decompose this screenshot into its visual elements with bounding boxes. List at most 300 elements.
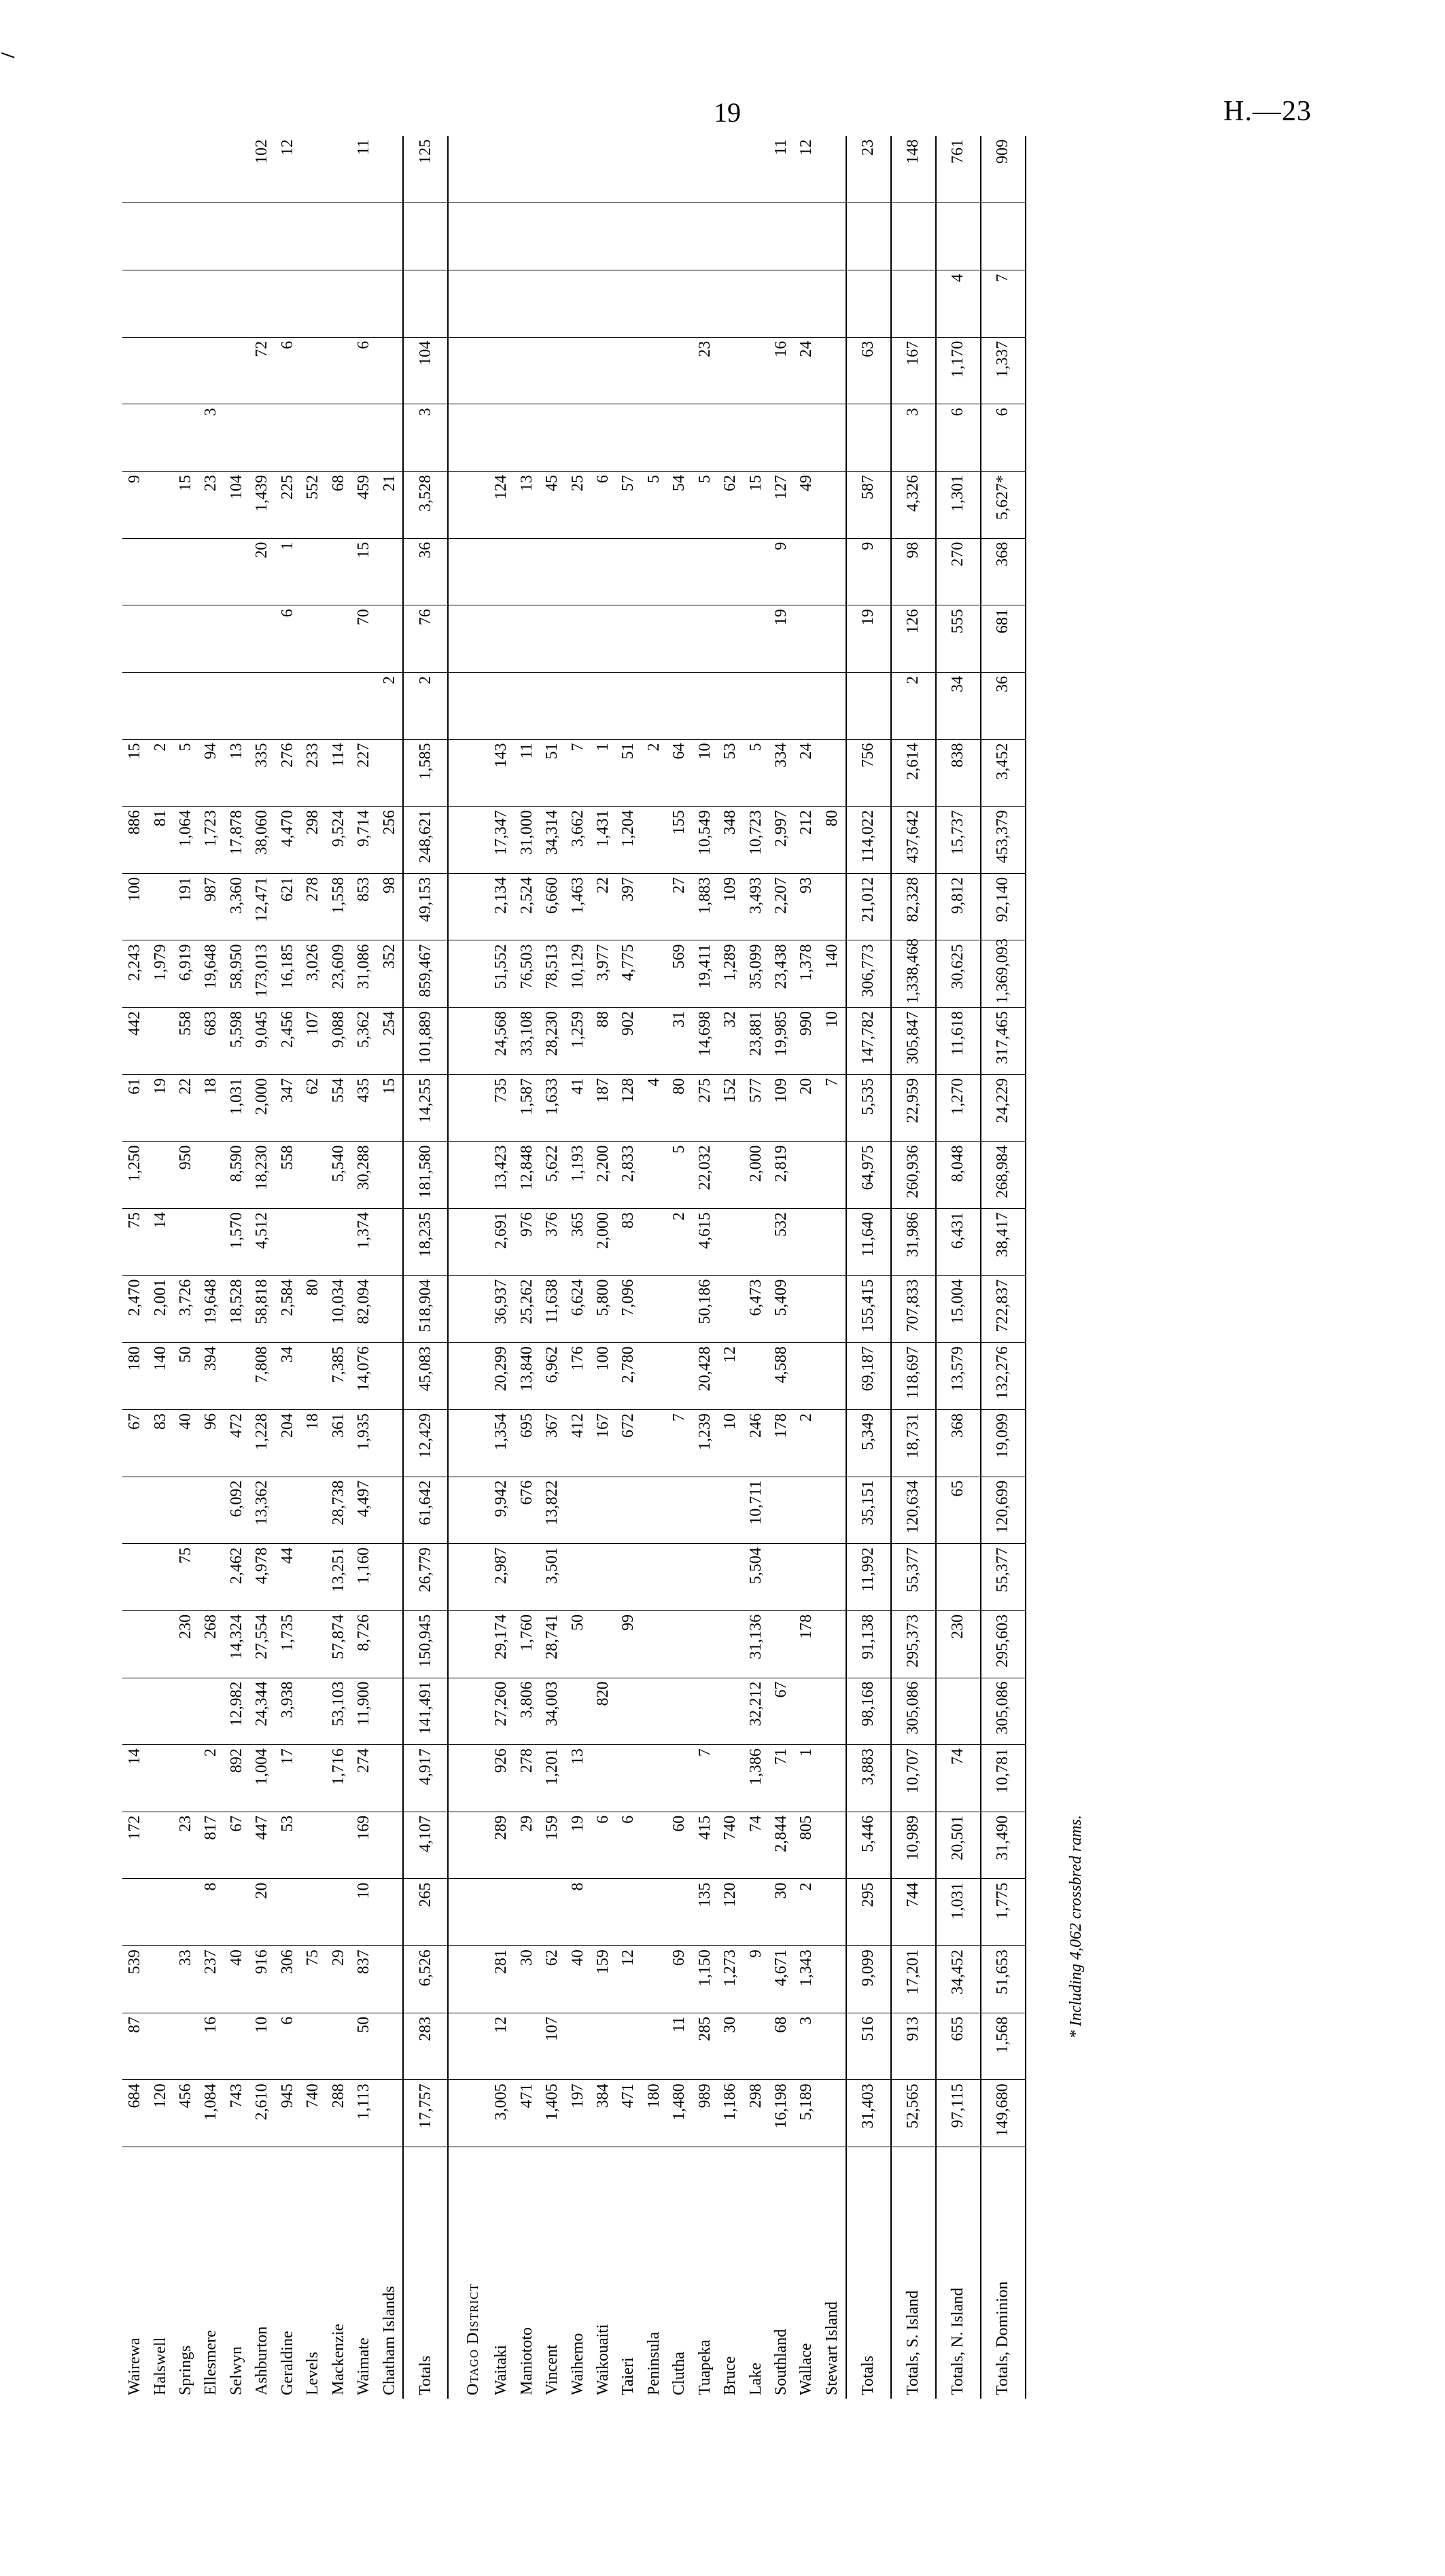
table-cell: 67 — [769, 1678, 794, 1745]
table-cell — [667, 136, 692, 203]
table-cell: 1,883 — [693, 873, 718, 940]
table-cell: 64,975 — [846, 1142, 891, 1209]
table-cell — [224, 337, 249, 404]
table-cell: 50,186 — [693, 1275, 718, 1343]
table-cell — [147, 873, 173, 940]
table-cell — [642, 873, 667, 940]
table-cell: 75 — [122, 1209, 147, 1276]
table-row — [540, 136, 565, 2399]
table-cell: 1 — [591, 739, 616, 807]
table-cell: 3,452 — [981, 739, 1026, 807]
table-cell — [820, 672, 846, 739]
table-cell: 97,115 — [936, 2080, 981, 2147]
table-cell: 740 — [300, 2080, 326, 2147]
table-cell: 57,874 — [326, 1610, 351, 1678]
table-cell: 19 — [565, 1812, 590, 1879]
table-cell — [794, 605, 819, 673]
table-cell: 19 — [769, 605, 794, 673]
totals-row — [846, 136, 891, 2399]
table-cell: 17 — [275, 1745, 300, 1812]
table-row — [326, 136, 351, 2399]
table-cell — [377, 136, 403, 203]
table-cell: 2 — [667, 1209, 692, 1276]
table-cell: 695 — [515, 1409, 540, 1477]
table-cell: 10,781 — [981, 1745, 1026, 1812]
table-cell: 7,096 — [616, 1275, 641, 1343]
row-label-text: Totals — [859, 2355, 877, 2395]
table-cell: 10,711 — [743, 1477, 768, 1544]
table-cell: 587 — [846, 471, 891, 538]
table-cell: 532 — [769, 1209, 794, 1276]
table-cell: 298 — [300, 807, 326, 874]
table-row — [642, 136, 667, 2399]
table-cell: 248,621 — [403, 807, 448, 874]
table-cell: 27,260 — [489, 1678, 514, 1745]
table-cell — [198, 538, 224, 605]
table-cell: 516 — [846, 2013, 891, 2080]
table-cell: 51,653 — [981, 1946, 1026, 2013]
table-row — [249, 136, 275, 2399]
table-cell: 120 — [718, 1879, 743, 1946]
table-cell: 2 — [794, 1409, 819, 1477]
table-cell: 63 — [846, 337, 891, 404]
table-cell: 12 — [794, 136, 819, 203]
table-cell — [616, 203, 641, 270]
table-cell: 23 — [846, 136, 891, 203]
table-cell: 6 — [591, 1812, 616, 1879]
table-row — [820, 136, 846, 2399]
table-cell — [936, 203, 981, 270]
table-cell: 394 — [198, 1343, 224, 1410]
table-cell — [147, 672, 173, 739]
table-cell — [198, 1544, 224, 1611]
table-cell: 1,160 — [351, 1544, 377, 1611]
table-cell: 127 — [769, 471, 794, 538]
table-cell: 2,691 — [489, 1209, 514, 1276]
table-cell: 53 — [718, 739, 743, 807]
table-cell: 3,977 — [591, 940, 616, 1008]
table-cell: 1 — [794, 1745, 819, 1812]
table-cell: 30,625 — [936, 940, 981, 1008]
table-cell — [377, 1946, 403, 2013]
table-cell — [667, 337, 692, 404]
table-cell — [718, 1209, 743, 1276]
table-cell: 98 — [891, 538, 936, 605]
table-row — [122, 136, 147, 2399]
table-cell — [667, 1544, 692, 1611]
table-cell: 1,585 — [403, 739, 448, 807]
table-cell — [642, 1610, 667, 1678]
table-cell: 1,250 — [122, 1142, 147, 1209]
table-cell — [693, 270, 718, 338]
row-label — [448, 2147, 489, 2399]
table-cell — [300, 270, 326, 338]
table-cell — [820, 1745, 846, 1812]
table-cell — [249, 203, 275, 270]
table-cell — [224, 2013, 249, 2080]
row-label — [275, 2147, 300, 2399]
table-cell: 27 — [667, 873, 692, 940]
table-cell: 376 — [540, 1209, 565, 1276]
table-cell — [300, 538, 326, 605]
table-cell — [743, 1879, 768, 1946]
table-cell: 437,642 — [891, 807, 936, 874]
table-cell: 335 — [249, 739, 275, 807]
table-cell: 10,723 — [743, 807, 768, 874]
table-cell: 98 — [377, 873, 403, 940]
table-cell: 976 — [515, 1209, 540, 1276]
table-cell — [743, 270, 768, 338]
table-cell: 569 — [667, 940, 692, 1008]
table-cell: 25 — [565, 471, 590, 538]
table-cell: 555 — [936, 605, 981, 673]
document-reference: H.—23 — [1223, 96, 1312, 127]
table-cell: 9 — [743, 1946, 768, 2013]
table-cell: 246 — [743, 1409, 768, 1477]
table-cell — [122, 270, 147, 338]
row-label — [891, 2147, 936, 2399]
table-cell: 1,979 — [147, 940, 173, 1008]
table-cell — [515, 404, 540, 472]
table-cell: 2,819 — [769, 1142, 794, 1209]
table-cell: 295 — [846, 1879, 891, 1946]
table-cell: 34,003 — [540, 1678, 565, 1745]
row-label — [981, 2147, 1026, 2399]
table-cell — [326, 1209, 351, 1276]
table-cell: 735 — [489, 1074, 514, 1142]
table-cell: 1,343 — [794, 1946, 819, 2013]
table-cell: 132,276 — [981, 1343, 1026, 1410]
table-cell: 10 — [351, 1879, 377, 1946]
table-cell: 22,032 — [693, 1142, 718, 1209]
table-cell — [718, 1610, 743, 1678]
table-cell: 58,950 — [224, 940, 249, 1008]
table-cell — [198, 203, 224, 270]
table-cell: 72 — [249, 337, 275, 404]
table-cell: 10,129 — [565, 940, 590, 1008]
table-cell: 8,048 — [936, 1142, 981, 1209]
table-cell: 62 — [540, 1946, 565, 2013]
row-label-text: Otago District — [464, 2283, 483, 2395]
table-cell — [616, 270, 641, 338]
table-cell — [794, 1544, 819, 1611]
table-cell: 1,239 — [693, 1409, 718, 1477]
table-cell: 5 — [693, 471, 718, 538]
table-cell — [565, 270, 590, 338]
table-cell: 459 — [351, 471, 377, 538]
table-cell: 19,985 — [769, 1008, 794, 1075]
table-cell — [147, 1946, 173, 2013]
table-cell: 1,273 — [718, 1946, 743, 2013]
table-cell: 3,806 — [515, 1678, 540, 1745]
table-cell: 11,618 — [936, 1008, 981, 1075]
table-cell — [642, 940, 667, 1008]
table-cell — [846, 270, 891, 338]
table-cell: 987 — [198, 873, 224, 940]
table-cell: 3,493 — [743, 873, 768, 940]
table-cell: 30,288 — [351, 1142, 377, 1209]
table-cell — [377, 1610, 403, 1678]
table-cell: 87 — [122, 2013, 147, 2080]
table-cell — [820, 2080, 846, 2147]
table-cell: 672 — [616, 1409, 641, 1477]
table-cell: 2 — [642, 739, 667, 807]
table-cell — [820, 605, 846, 673]
table-cell: 274 — [351, 1745, 377, 1812]
table-cell: 892 — [224, 1745, 249, 1812]
table-cell: 237 — [198, 1946, 224, 2013]
table-cell: 20,501 — [936, 1812, 981, 1879]
table-cell — [326, 1879, 351, 1946]
row-label-text: Totals, S. Island — [904, 2290, 922, 2395]
table-cell — [377, 1745, 403, 1812]
table-cell — [515, 1879, 540, 1946]
table-cell — [300, 2013, 326, 2080]
table-cell: 1,204 — [616, 807, 641, 874]
table-cell — [591, 672, 616, 739]
table-cell: 5,189 — [794, 2080, 819, 2147]
table-cell — [300, 1812, 326, 1879]
table-cell: 180 — [642, 2080, 667, 2147]
table-cell — [820, 203, 846, 270]
table-cell: 23,609 — [326, 940, 351, 1008]
table-cell: 453,379 — [981, 807, 1026, 874]
table-cell — [377, 1544, 403, 1611]
table-row — [224, 136, 249, 2399]
table-cell — [122, 337, 147, 404]
table-cell — [147, 538, 173, 605]
table-cell: 1,558 — [326, 873, 351, 940]
table-cell: 15,004 — [936, 1275, 981, 1343]
table-row — [769, 136, 794, 2399]
table-cell — [326, 203, 351, 270]
table-cell — [300, 203, 326, 270]
table-cell — [642, 807, 667, 874]
table-cell: 76 — [403, 605, 448, 673]
table-cell — [351, 672, 377, 739]
table-cell: 18,235 — [403, 1209, 448, 1276]
table-cell: 1,760 — [515, 1610, 540, 1678]
table-cell — [540, 337, 565, 404]
table-cell: 24 — [794, 739, 819, 807]
table-cell: 902 — [616, 1008, 641, 1075]
table-cell: 13,822 — [540, 1477, 565, 1544]
footnote: * Including 4,062 crossbred rams. — [1067, 1815, 1085, 2039]
table-row — [591, 136, 616, 2399]
table-cell: 4,512 — [249, 1209, 275, 1276]
table-cell: 471 — [515, 2080, 540, 2147]
table-cell — [820, 1209, 846, 1276]
table-cell: 114,022 — [846, 807, 891, 874]
table-cell: 4,326 — [891, 471, 936, 538]
table-cell: 13 — [515, 471, 540, 538]
table-cell: 75 — [300, 1946, 326, 2013]
table-cell: 577 — [743, 1074, 768, 1142]
table-cell — [122, 1610, 147, 1678]
table-cell: 1,031 — [224, 1074, 249, 1142]
table-cell — [642, 337, 667, 404]
table-cell: 740 — [718, 1812, 743, 1879]
table-cell: 7,808 — [249, 1343, 275, 1410]
table-cell — [743, 136, 768, 203]
table-cell — [743, 1209, 768, 1276]
row-label — [936, 2147, 981, 2399]
table-cell: 61,642 — [403, 1477, 448, 1544]
row-label — [794, 2147, 819, 2399]
table-cell: 2,987 — [489, 1544, 514, 1611]
table-cell: 9 — [846, 538, 891, 605]
table-cell — [718, 404, 743, 472]
table-cell — [794, 203, 819, 270]
table-row — [173, 136, 198, 2399]
table-cell — [275, 203, 300, 270]
row-label-text: Totals, Dominion — [994, 2281, 1012, 2395]
table-cell: 15 — [351, 538, 377, 605]
table-cell — [616, 404, 641, 472]
table-cell: 28,741 — [540, 1610, 565, 1678]
table-cell — [820, 471, 846, 538]
table-cell: 368 — [936, 1409, 981, 1477]
table-cell — [147, 337, 173, 404]
table-cell: 104 — [224, 471, 249, 538]
table-cell — [820, 1544, 846, 1611]
table-cell — [794, 1343, 819, 1410]
table-cell — [377, 538, 403, 605]
table-cell — [326, 136, 351, 203]
table-cell — [642, 1409, 667, 1477]
table-cell — [642, 1946, 667, 2013]
table-cell — [693, 605, 718, 673]
table-cell — [591, 136, 616, 203]
table-cell — [377, 1409, 403, 1477]
table-cell — [249, 672, 275, 739]
table-cell — [718, 1142, 743, 1209]
table-cell — [448, 2080, 489, 2147]
table-cell — [743, 2013, 768, 2080]
table-cell: 181,580 — [403, 1142, 448, 1209]
table-cell — [642, 2013, 667, 2080]
table-cell — [489, 538, 514, 605]
table-cell — [743, 538, 768, 605]
table-cell: 50 — [351, 2013, 377, 2080]
table-cell: 1,031 — [936, 1879, 981, 1946]
table-cell — [147, 1678, 173, 1745]
table-cell — [275, 1477, 300, 1544]
table-cell — [616, 605, 641, 673]
row-label — [515, 2147, 540, 2399]
table-cell — [448, 1074, 489, 1142]
table-cell: 5,446 — [846, 1812, 891, 1879]
table-cell: 805 — [794, 1812, 819, 1879]
table-cell: 159 — [540, 1812, 565, 1879]
table-cell — [515, 337, 540, 404]
table-cell — [820, 1409, 846, 1477]
table-cell — [693, 404, 718, 472]
table-cell — [981, 203, 1026, 270]
table-row — [198, 136, 224, 2399]
totals-row — [891, 136, 936, 2399]
table-cell — [147, 1879, 173, 1946]
table-cell: 3,662 — [565, 807, 590, 874]
table-cell — [448, 1812, 489, 1879]
table-cell — [147, 1812, 173, 1879]
table-cell: 684 — [122, 2080, 147, 2147]
table-cell: 28,738 — [326, 1477, 351, 1544]
table-cell: 11 — [351, 136, 377, 203]
table-cell — [198, 1678, 224, 1745]
table-cell: 150,945 — [403, 1610, 448, 1678]
table-cell: 6 — [936, 404, 981, 472]
table-cell — [448, 270, 489, 338]
row-label-text: Vincent — [543, 2344, 561, 2395]
table-cell: 65 — [936, 1477, 981, 1544]
table-cell: 539 — [122, 1946, 147, 2013]
table-cell — [147, 1142, 173, 1209]
table-cell: 49,153 — [403, 873, 448, 940]
table-cell — [820, 2013, 846, 2080]
table-cell: 4 — [642, 1074, 667, 1142]
table-cell — [820, 538, 846, 605]
table-cell: 886 — [122, 807, 147, 874]
table-cell — [448, 1008, 489, 1075]
table-cell: 22 — [591, 873, 616, 940]
table-cell: 140 — [147, 1343, 173, 1410]
table-cell: 24,344 — [249, 1678, 275, 1745]
table-cell — [591, 605, 616, 673]
table-cell — [122, 1544, 147, 1611]
table-cell: 20 — [794, 1074, 819, 1142]
table-cell — [820, 739, 846, 807]
table-cell: 126 — [891, 605, 936, 673]
table-cell: 22,959 — [891, 1074, 936, 1142]
table-cell — [936, 1544, 981, 1611]
table-cell: 100 — [591, 1343, 616, 1410]
table-cell — [667, 672, 692, 739]
table-cell: 558 — [275, 1142, 300, 1209]
table-cell — [448, 1745, 489, 1812]
row-label — [846, 2147, 891, 2399]
table-cell: 20,299 — [489, 1343, 514, 1410]
table-row — [351, 136, 377, 2399]
table-cell: 2,833 — [616, 1142, 641, 1209]
table-cell: 4,671 — [769, 1946, 794, 2013]
table-cell: 10 — [693, 739, 718, 807]
table-cell: 180 — [122, 1343, 147, 1410]
table-cell: 78,513 — [540, 940, 565, 1008]
table-cell: 204 — [275, 1409, 300, 1477]
table-cell — [300, 404, 326, 472]
table-cell: 69 — [667, 1946, 692, 2013]
table-cell — [448, 1879, 489, 1946]
table-cell — [173, 1745, 198, 1812]
table-cell — [249, 404, 275, 472]
table-cell — [769, 404, 794, 472]
table-cell: 260,936 — [891, 1142, 936, 1209]
row-label-text: Waitaki — [492, 2344, 510, 2395]
table-cell: 334 — [769, 739, 794, 807]
table-cell — [591, 1745, 616, 1812]
table-cell: 2,462 — [224, 1544, 249, 1611]
table-cell — [616, 1678, 641, 1745]
table-cell: 19 — [147, 1074, 173, 1142]
table-cell: 12 — [718, 1343, 743, 1410]
table-cell — [718, 203, 743, 270]
table-cell — [820, 1812, 846, 1879]
table-cell — [820, 1946, 846, 2013]
row-label-text: Bruce — [721, 2356, 739, 2395]
table-cell: 12 — [275, 136, 300, 203]
table-cell: 15 — [173, 471, 198, 538]
